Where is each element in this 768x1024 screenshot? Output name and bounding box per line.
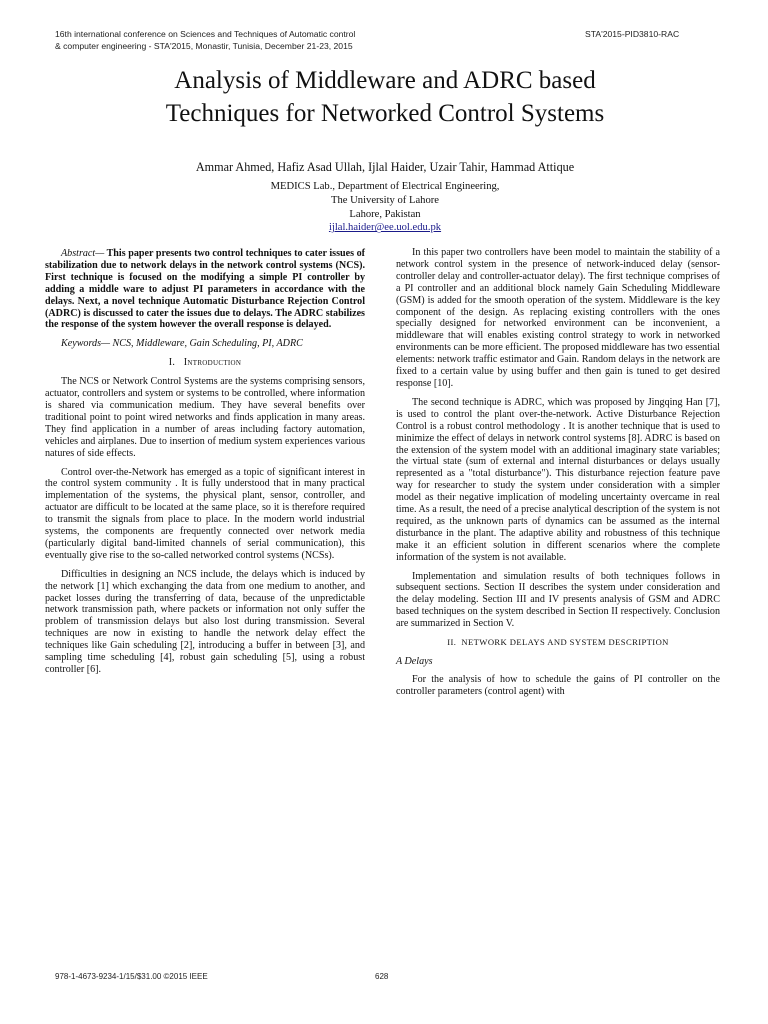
copyright-footer: 978-1-4673-9234-1/15/$31.00 ©2015 IEEE <box>55 972 208 981</box>
paragraph: The NCS or Network Control Systems are the systems comprising sensors, actuator, controllers and system or systems to be controlled, where information is shared via communication medium. They have several benefits over traditional point to point wired networks and finds application in many areas. They find application in a number of areas including factory automation, vehicles and airplanes. Due to insertion of medium system experiences various natures of side effects. <box>45 376 365 459</box>
section-title: Introduction <box>183 357 242 369</box>
abstract-lead: Abstract— <box>61 248 105 259</box>
paper-title-line2: Techniques for Networked Control Systems <box>165 100 605 127</box>
affiliation-lab: MEDICS Lab., Department of Electrical Engineering, <box>270 181 500 192</box>
paper-title-line1: Analysis of Middleware and ADRC based <box>174 67 596 94</box>
keywords: Keywords— NCS, Middleware, Gain Scheduling, PI, ADRC <box>61 338 303 350</box>
conference-header <box>55 28 475 52</box>
conference-header-line2: & computer engineering - STA'2015, Monastir, Tunisia, December 21-23, 2015 <box>55 41 353 51</box>
paragraph: The second technique is ADRC, which was proposed by Jingqing Han [7], is used to control the plant over-the-network. Active Disturbance Rejection Control is a robust control methodology . It is another technique that is used to minimize the effect of delays in network control systems [8]. ADRC is based on the extension of the system model with an additional imaginary state variables; the virtual state (sum of external and internal disturbances or delays usually represented as a "total disturbance"). This disturbance rejection feature pave way for researcher to study the system under consideration with a simpler model as their negative implication of modeling uncertainty overcame in real time. As a result, the need of a precise analytical description of the system is not required, as the unknown parts of dynamics can be assumed as the internal disturbance in the plant. The adaptive ability and robustness of this technique make it an efficient solution in different scenarios where the complete information of the system is not available. <box>396 396 720 563</box>
section-heading-network-delays <box>396 637 720 649</box>
section-number: II. <box>447 637 457 648</box>
conference-header-line1: 16th international conference on Sciences and Techniques of Automatic control <box>55 29 356 39</box>
right-column <box>396 247 720 705</box>
paragraph: Implementation and simulation results of both techniques follows in subsequent sections. Section II describes the system under consideration and the delay modeling. Section III and IV presents analysis of GSM and ADRC based techniques on the system described in Section II respectively. Conclusion are summarized in Section V. <box>396 570 720 630</box>
left-column <box>45 248 365 683</box>
section-title: NETWORK DELAYS AND SYSTEM DESCRIPTION <box>461 637 669 648</box>
paragraph: Control over-the-Network has emerged as a topic of significant interest in the control system community . It is fully understood that in many practical implementation of the systems, the physical plant, sensor, controller, and actuator are difficult to be located at the same place, so it is therefore required to transmit the signals from place to place. In the modern world industrial systems, the components are frequently connected over network media (particularly digital band-limited channels of serial communication), this eventually give rise to the so-called networked control systems (NCSs). <box>45 466 365 561</box>
affiliation-university: The University of Lahore <box>331 194 439 206</box>
paragraph: Difficulties in designing an NCS include, the delays which is induced by the network [1] which exchanging the data from one medium to another, and packet losses during the transferring of data, because of the unpredictable network transmission path, where packets or information not only suffer the problem of transmission delays but also lost during transmission. Several techniques are now in existing to handle the network delay effect the techniques like Gain scheduling [2], introducing a buffer in between [3], and sampling time scheduling [4], robust gain scheduling [5], using a robust controller [6]. <box>45 568 365 675</box>
subsection-heading: A Delays <box>396 656 433 667</box>
paper-id: STA'2015-PID3810-RAC <box>585 29 680 39</box>
section-number: I. <box>168 357 176 369</box>
author-email: ijlal.haider@ee.uol.edu.pk <box>328 222 442 234</box>
affiliation-location: Lahore, Pakistan <box>349 208 421 220</box>
page-number: 628 <box>375 972 389 981</box>
affiliation <box>40 180 730 235</box>
paragraph: In this paper two controllers have been model to maintain the stability of a network control system in the presence of network-induced delay (sensor-controller delay and controller-actuator delay). The first technique comprises of a PI controller and an additional block namely Gain Scheduling Middleware (GSM) is added for the smooth operation of the system. Middleware is the key component of the design. As replacing existing controllers with the ones specially designed for networked environment can be inconvenient, a middleware that will enables existing control strategy to work in networked environments can be more efficient. The proposed middleware has two essential elements: network traffic estimator and Gain. Random delays in the network are fixed to a certain value by using buffer and then gain is tuned to get desired response [10]. <box>396 247 720 389</box>
paper-title <box>40 64 730 130</box>
paragraph: For the analysis of how to schedule the gains of PI controller on the controller parameters (control agent) with <box>396 673 720 697</box>
abstract-text: This paper presents two control techniques to cater issues of stabilization due to network delays in the network control systems (NCS). First technique is focused on the modifying a simple PI controller by adding a middle ware to adjust PI parameters in accordance with the delays. Next, a novel technique Automatic Disturbance Rejection Control (ADRC) is discussed to cater the issues due to delays. The ADRC stabilizes the response of the system however the overall response is delayed. <box>45 248 365 331</box>
author-list: Ammar Ahmed, Hafiz Asad Ullah, Ijlal Haider, Uzair Tahir, Hammad Attique <box>195 160 575 174</box>
section-heading-introduction <box>45 357 365 369</box>
abstract <box>45 248 365 331</box>
